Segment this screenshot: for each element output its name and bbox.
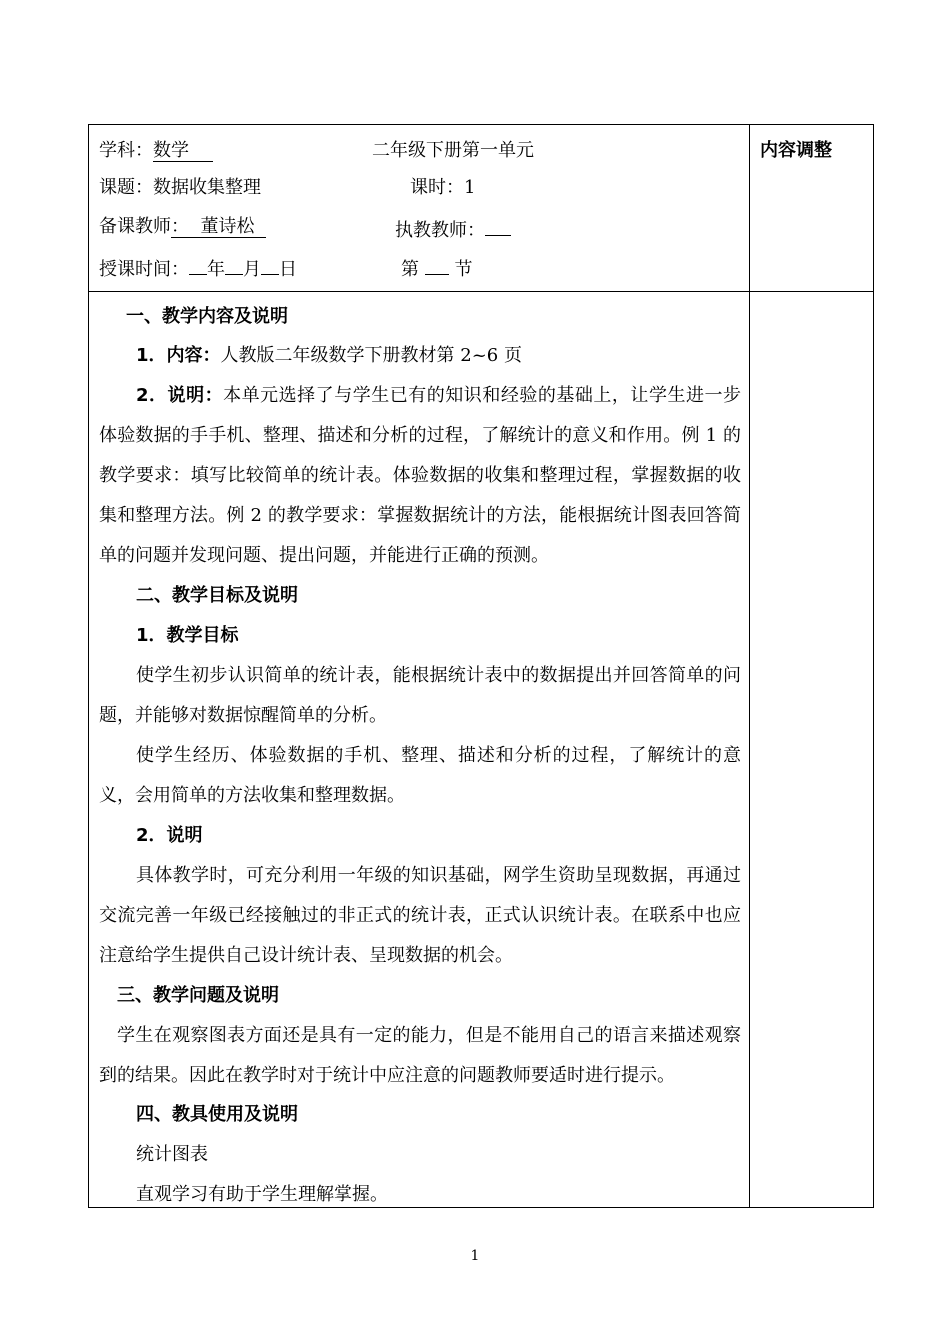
- explanation-label: 2．说明：: [136, 385, 224, 406]
- section-2-explanation: 具体教学时，可充分利用一年级的知识基础，网学生资助呈现数据，再通过交流完善一年级已经接触过的非正式的统计表，正式认识统计表。在联系中也应注意给学生提供自己设计统计表、呈现数据的机会。: [99, 865, 741, 966]
- session-blank: [425, 256, 449, 275]
- section-3-title: 三、教学问题及说明: [117, 985, 279, 1006]
- topic-line: [99, 178, 261, 198]
- topic-value: 数据收集整理: [153, 177, 261, 198]
- topic-label: 课题：: [99, 177, 153, 198]
- lesson-plan-table: [88, 124, 874, 1208]
- content-text: 人教版二年级数学下册教材第 2~6 页: [220, 345, 522, 366]
- subject-label: 学科：: [99, 140, 153, 161]
- prep-teacher-line: [99, 217, 266, 238]
- section-2-subtitle-goals: 1．教学目标: [136, 625, 239, 646]
- period-label: 课时：: [410, 177, 464, 198]
- section-4-title: 四、教具使用及说明: [136, 1104, 298, 1125]
- session-suffix: 节: [454, 259, 473, 280]
- explanation-text: 本单元选择了与学生已有的知识和经验的基础上，让学生进一步体验数据的手手机、整理、描述和分析的过程，了解统计的意义和作用。例 1 的教学要求：填写比较简单的统计表。体验数据的收集和整理过程，掌握数据的收集和整理方法。例 2 的教学要求：掌握数据统计的方法，能根据统计图表回答简单的问题并发现问题、提出问题，并能进行正确的预测。: [99, 385, 742, 566]
- section-2-subtitle-explanation: 2．说明: [136, 825, 203, 846]
- section-1-explanation: [99, 376, 741, 576]
- date-label: 授课时间：: [99, 259, 189, 280]
- column-divider: [749, 125, 750, 1207]
- section-4-aid: 统计图表: [136, 1144, 208, 1165]
- date-day: 日: [279, 259, 297, 280]
- exec-teacher-blank: [485, 217, 511, 236]
- content-label: 1．内容：: [136, 345, 221, 366]
- session-prefix: 第: [401, 259, 419, 280]
- period-value: 1: [464, 177, 476, 198]
- exec-teacher-label: 执教教师：: [395, 220, 485, 241]
- content-adjust-header: 内容调整: [760, 140, 832, 161]
- section-2-goal-1: 使学生初步认识简单的统计表，能根据统计表中的数据提出并回答简单的问题，并能够对数据惊醒简单的分析。: [99, 665, 741, 726]
- section-1-title: 一、教学内容及说明: [126, 306, 288, 327]
- subject-value: 数学: [153, 141, 213, 162]
- session-line: [401, 256, 472, 280]
- date-month: 月: [243, 259, 261, 280]
- day-blank: [261, 256, 279, 275]
- section-2-title: 二、教学目标及说明: [136, 585, 298, 606]
- year-blank: [189, 256, 207, 275]
- section-4-explanation: 直观学习有助于学生理解掌握。: [136, 1184, 388, 1205]
- section-2-goal-2: 使学生经历、体验数据的手机、整理、描述和分析的过程，了解统计的意义，会用简单的方法收集和整理数据。: [99, 745, 741, 806]
- date-year: 年: [207, 259, 225, 280]
- page-number: 1: [470, 1248, 480, 1264]
- unit-title: 二年级下册第一单元: [372, 140, 534, 161]
- row-divider: [89, 291, 873, 292]
- month-blank: [225, 256, 243, 275]
- date-line: [99, 256, 297, 280]
- prep-teacher-value: ： 董诗松: [171, 216, 266, 237]
- section-3-text: 学生在观察图表方面还是具有一定的能力，但是不能用自己的语言来描述观察到的结果。因此在教学时对于统计中应注意的问题教师要适时进行提示。: [99, 1025, 741, 1086]
- period-line: [410, 178, 475, 198]
- subject-line: [99, 141, 213, 162]
- section-1-content: [136, 346, 522, 366]
- prep-teacher-label: 备课教师: [99, 216, 171, 237]
- exec-teacher-line: [395, 217, 511, 241]
